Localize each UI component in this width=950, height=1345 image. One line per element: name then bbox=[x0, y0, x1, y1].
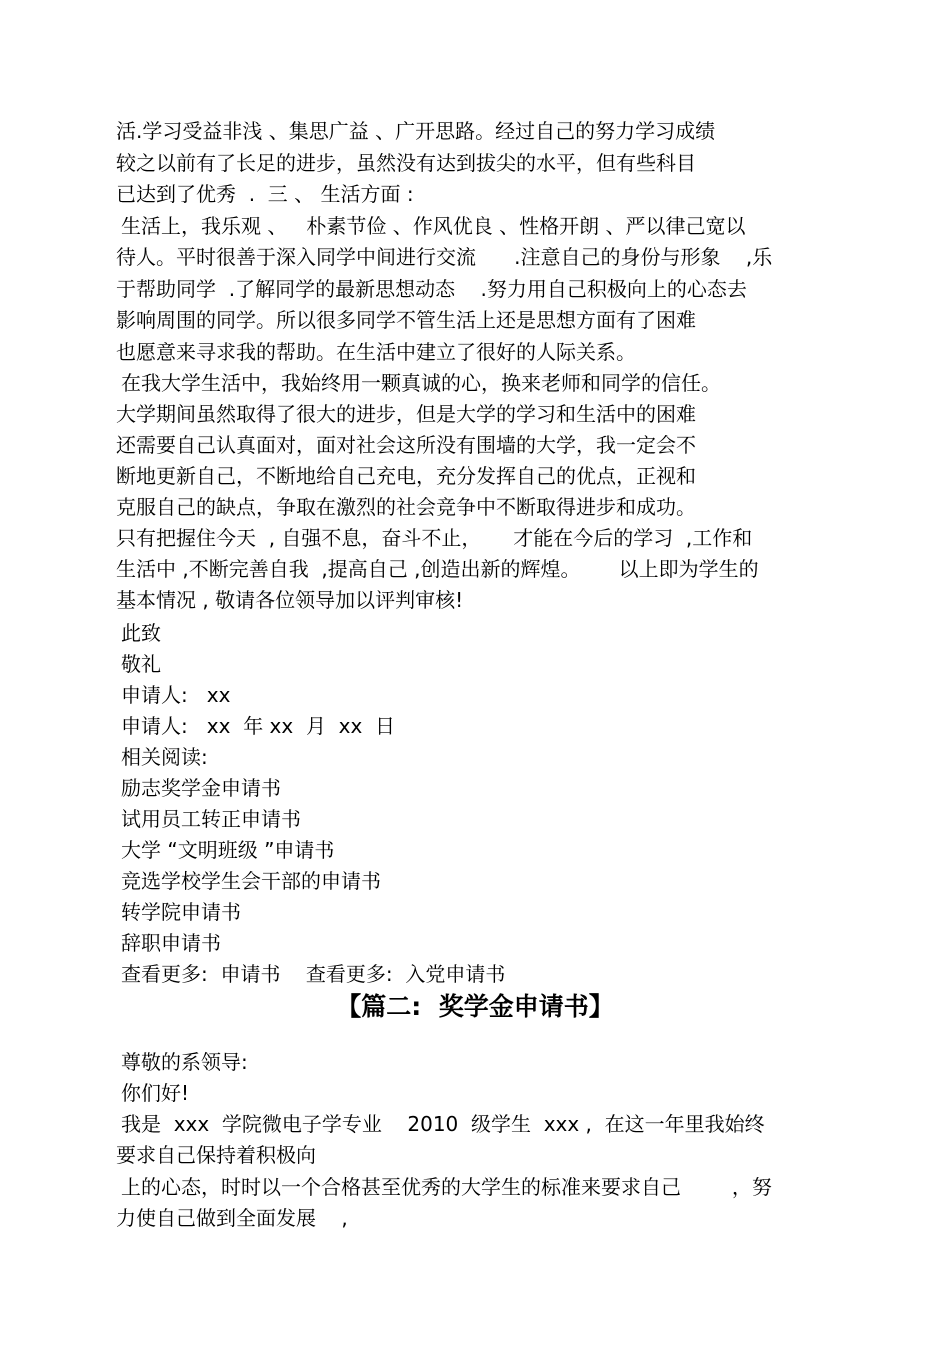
text-line: 生活上，我乐观 、 朴素节俭 、作风优良 、性格开朗 、严以律己宽以 bbox=[121, 214, 746, 238]
related-reading-label: 相关阅读: bbox=[121, 745, 208, 769]
section-heading: 【篇二: 奖学金申请书】 bbox=[336, 992, 614, 1021]
text-line: 克服自己的缺点，争取在激烈的社会竞争中不断取得进步和成功。 bbox=[116, 495, 696, 519]
text-line: 上的心态，时时以一个合格甚至优秀的大学生的标准来要求自己 ，努 bbox=[121, 1175, 772, 1199]
text-line: 还需要自己认真面对，面对社会这所没有围墙的大学，我一定会不 bbox=[116, 433, 696, 457]
text-line: 活.学习受益非浅 、集思广益 、广开思路。经过自己的努力学习成绩 bbox=[116, 119, 716, 143]
see-more-line: 查看更多: 申请书 查看更多: 入党申请书 bbox=[121, 962, 506, 986]
text-line: 我是 xxx 学院微电子学专业 2010 级学生 xxx , 在这一年里我始终 bbox=[121, 1112, 765, 1136]
related-reading-item: 竞选学校学生会干部的申请书 bbox=[121, 869, 381, 893]
closing-salutation: 此致 bbox=[121, 621, 161, 645]
text-line: 在我大学生活中，我始终用一颗真诚的心，换来老师和同学的信任。 bbox=[121, 371, 721, 395]
related-reading-item: 励志奖学金申请书 bbox=[121, 776, 281, 800]
applicant-name: 申请人: xx bbox=[121, 683, 231, 707]
text-line: 较之以前有了长足的进步，虽然没有达到拔尖的水平，但有些科目 bbox=[116, 151, 696, 175]
applicant-date: 申请人: xx 年 xx 月 xx 日 bbox=[121, 714, 396, 738]
closing-regards: 敬礼 bbox=[121, 652, 161, 676]
related-reading-item: 试用员工转正申请书 bbox=[121, 807, 301, 831]
text-line: 基本情况 , 敬请各位领导加以评判审核! bbox=[116, 588, 464, 612]
text-line: 生活中 ,不断完善自我 ,提高自己 ,创造出新的辉煌。 以上即为学生的 bbox=[116, 557, 759, 581]
text-line: 要求自己保持着积极向 bbox=[116, 1143, 316, 1167]
related-reading-item: 转学院申请书 bbox=[121, 900, 241, 924]
text-line: 力使自己做到全面发展 , bbox=[116, 1206, 348, 1230]
text-line: 也愿意来寻求我的帮助。在生活中建立了很好的人际关系。 bbox=[116, 340, 636, 364]
text-line: 影响周围的同学。所以很多同学不管生活上还是思想方面有了困难 bbox=[116, 308, 696, 332]
greeting-line: 你们好! bbox=[121, 1081, 190, 1105]
text-line: 于帮助同学 .了解同学的最新思想动态 .努力用自己积极向上的心态去 bbox=[116, 277, 747, 301]
text-line: 只有把握住今天 , 自强不息，奋斗不止， 才能在今后的学习 ,工作和 bbox=[116, 526, 753, 550]
text-line: 待人。平时很善于深入同学中间进行交流 .注意自己的身份与形象 ,乐 bbox=[116, 245, 773, 269]
related-reading-item: 大学 “文明班级 ”申请书 bbox=[121, 838, 335, 862]
text-line: 已达到了优秀 . 三 、 生活方面 : bbox=[116, 182, 414, 206]
greeting-line: 尊敬的系领导: bbox=[121, 1050, 248, 1074]
related-reading-item: 辞职申请书 bbox=[121, 931, 221, 955]
text-line: 大学期间虽然取得了很大的进步，但是大学的学习和生活中的困难 bbox=[116, 402, 696, 426]
text-line: 断地更新自己，不断地给自己充电，充分发挥自己的优点，正视和 bbox=[116, 464, 696, 488]
